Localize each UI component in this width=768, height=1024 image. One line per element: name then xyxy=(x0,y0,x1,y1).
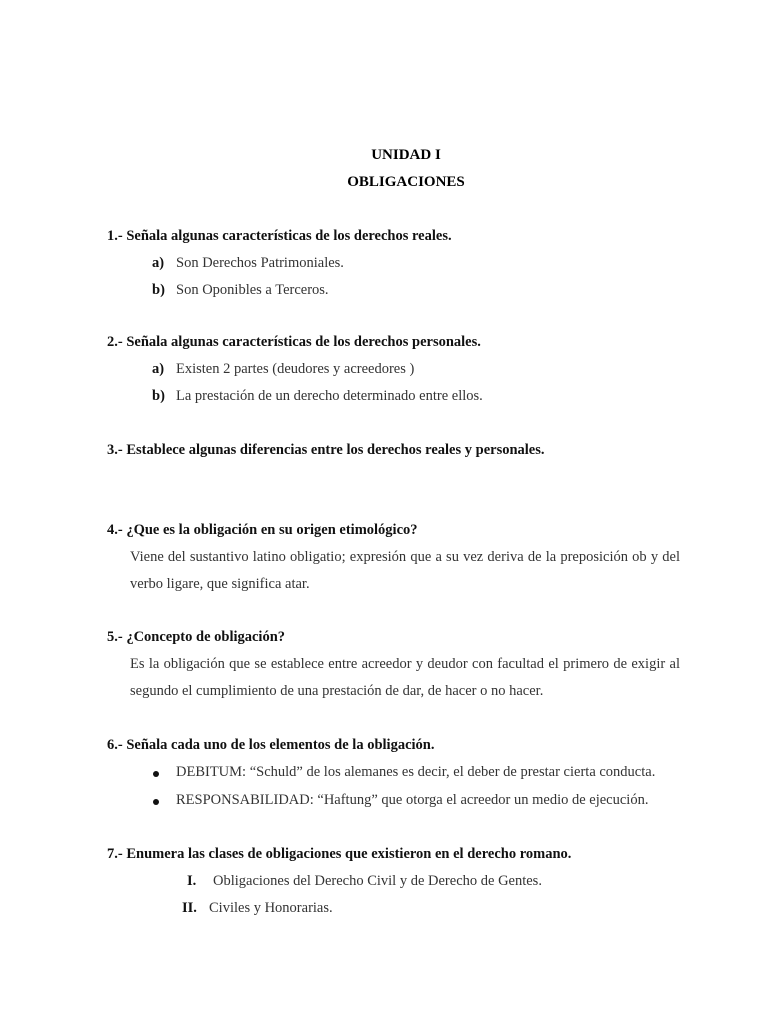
item-text: Civiles y Honorarias. xyxy=(209,900,333,916)
item-marker: a) xyxy=(152,255,165,271)
question-7: 7.- Enumera las clases de obligaciones que existieron en el derecho romano. xyxy=(107,846,572,862)
item-text: Son Oponibles a Terceros. xyxy=(176,282,329,298)
item-text: Obligaciones del Derecho Civil y de Derecho de Gentes. xyxy=(213,873,542,889)
item-marker: a) xyxy=(152,361,165,377)
item-marker: I. xyxy=(187,873,197,889)
item-marker: b) xyxy=(152,388,165,404)
question-1: 1.- Señala algunas características de los derechos reales. xyxy=(107,228,452,244)
item-marker: b) xyxy=(152,282,165,298)
item-text: RESPONSABILIDAD: “Haftung” que otorga el acreedor un medio de ejecución. xyxy=(176,792,649,808)
unit-title: UNIDAD I xyxy=(371,147,441,163)
item-text: La prestación de un derecho determinado entre ellos. xyxy=(176,388,483,404)
question-4: 4.- ¿Que es la obligación en su origen etimológico? xyxy=(107,522,418,538)
answer-4: Viene del sustantivo latino obligatio; expresión que a su vez deriva de la preposición ob y del verbo ligare, que significa atar. xyxy=(130,549,680,592)
question-3: 3.- Establece algunas diferencias entre los derechos reales y personales. xyxy=(107,442,545,458)
question-2: 2.- Señala algunas características de los derechos personales. xyxy=(107,334,481,350)
bullet-icon xyxy=(153,799,159,805)
question-5: 5.- ¿Concepto de obligación? xyxy=(107,629,286,645)
item-marker: II. xyxy=(182,900,197,916)
item-text: DEBITUM: “Schuld” de los alemanes es decir, el deber de prestar cierta conducta. xyxy=(176,764,656,780)
answer-5: Es la obligación que se establece entre acreedor y deudor con facultad el primero de exigir al segundo el cumplimiento de una prestación de dar, de hacer o no hacer. xyxy=(130,656,680,699)
subject-title: OBLIGACIONES xyxy=(347,174,465,190)
bullet-icon xyxy=(153,771,159,777)
item-text: Son Derechos Patrimoniales. xyxy=(176,255,344,271)
item-text: Existen 2 partes (deudores y acreedores ) xyxy=(176,361,415,377)
question-6: 6.- Señala cada uno de los elementos de la obligación. xyxy=(107,737,435,753)
